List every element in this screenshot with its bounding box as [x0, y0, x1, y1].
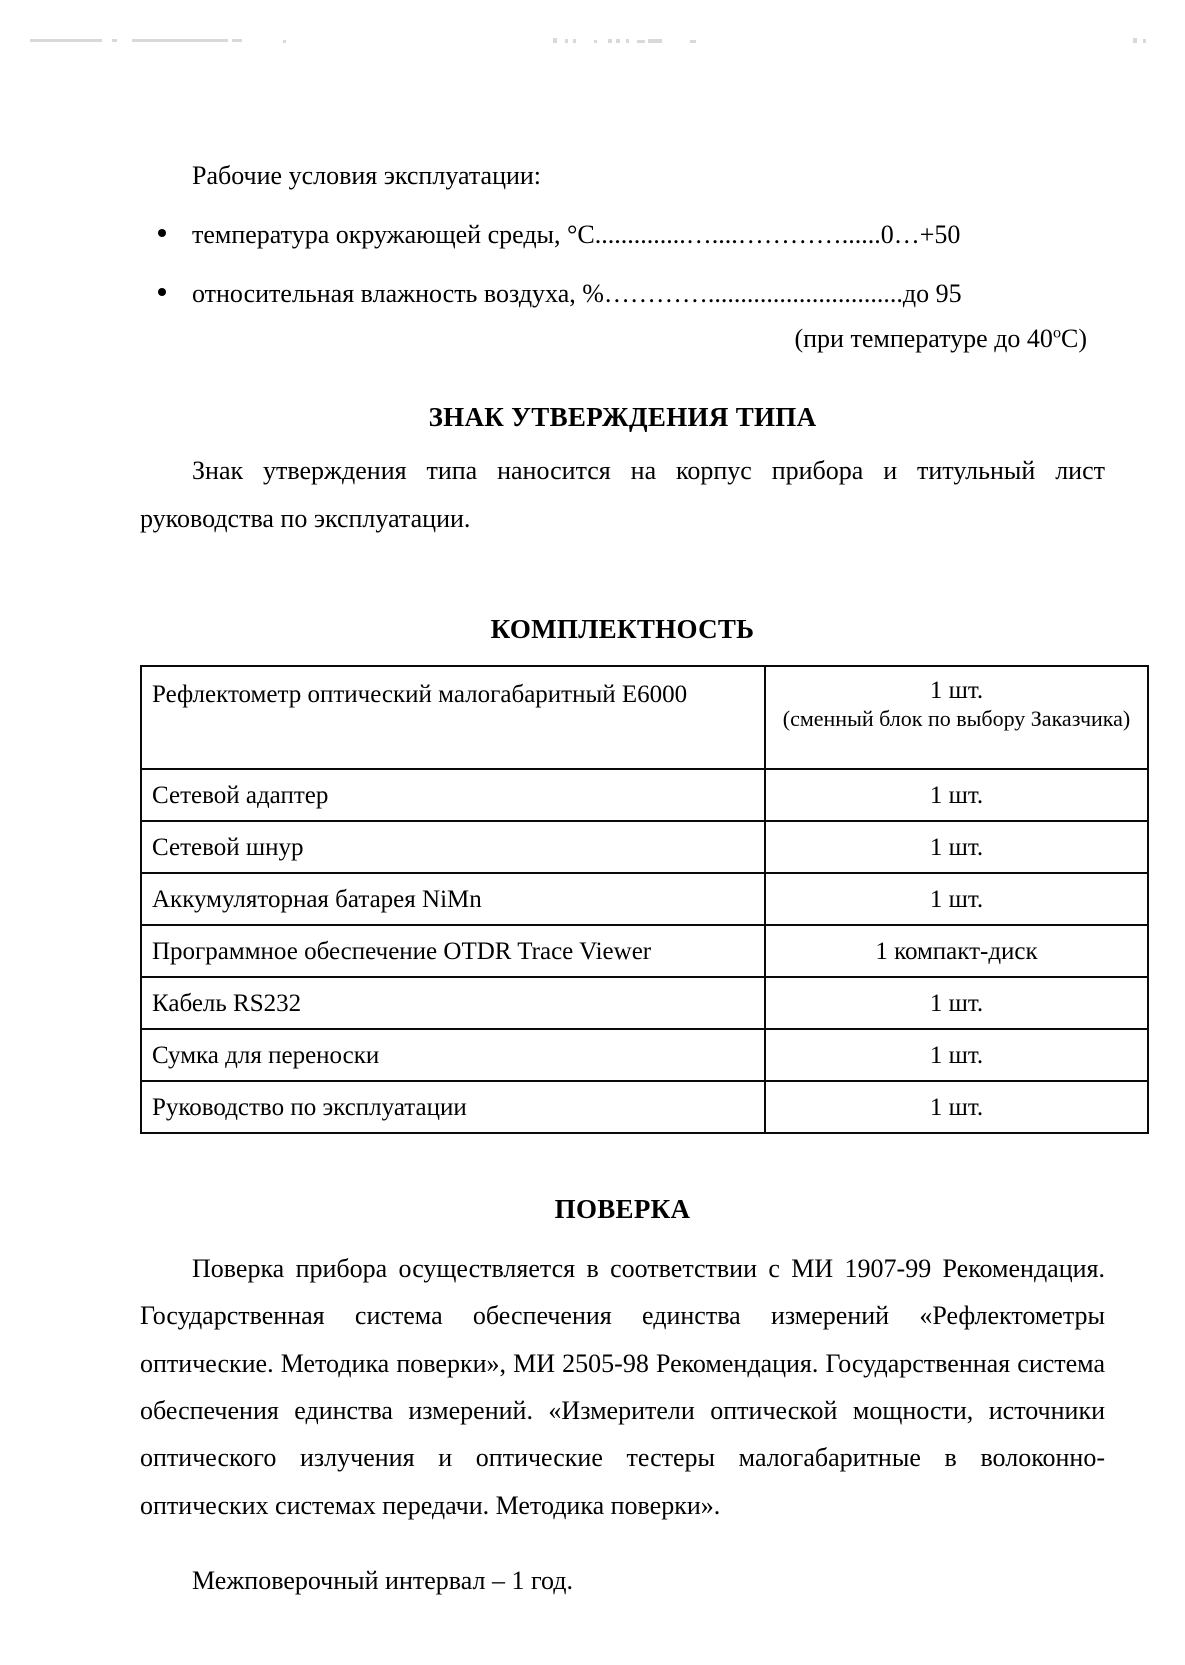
spec-temperature-leader: ..............…....…………...... — [594, 220, 881, 250]
table-cell-quantity — [765, 666, 1148, 769]
table-row — [141, 1081, 1148, 1133]
table-cell-quantity: 1 шт. — [765, 821, 1148, 873]
spec-humidity-value: до 95 — [902, 279, 962, 309]
section-heading-type-approval-mark: ЗНАК УТВЕРЖДЕНИЯ ТИПА — [428, 402, 817, 433]
humidity-note-prefix: (при температуре до 40 — [794, 324, 1053, 354]
list-item-temperature — [140, 217, 1105, 252]
table-cell-quantity: 1 шт. — [765, 769, 1148, 821]
table-cell-item-name: Аккумуляторная батарея NiMn — [141, 873, 765, 925]
section-heading-verification: ПОВЕРКА — [554, 1194, 691, 1224]
section-body-type-approval-mark: Знак утверждения типа наносится на корпус прибора и титульный лист руководства по эксплуатации. — [140, 456, 1105, 533]
quantity-note: (сменный блок по выбору Заказчика) — [782, 706, 1131, 731]
section-heading-completeness: КОМПЛЕКТНОСТЬ — [490, 614, 755, 644]
table-cell-item-name: Сетевой адаптер — [141, 769, 765, 821]
completeness-table — [140, 665, 1149, 1134]
table-cell-item-name: Программное обеспечение OTDR Trace Viewer — [141, 925, 765, 977]
table-row — [141, 666, 1148, 769]
operating-conditions-list — [140, 217, 1105, 311]
section-body-verification: Поверка прибора осуществляется в соответствии с МИ 1907-99 Рекомендация. Государственная система обеспечения единства измерений «Рефлектометры оптические. Методика поверки», МИ 2505-98 Рекомендация. Государственная система обеспечения единства измерений. «Измерители оптической мощности, источники оптического излучения и оптические тестеры малогабаритные в волоконно-оптических системах передачи. Методика поверки». — [140, 1254, 1105, 1520]
spec-temperature-text: температура окружающей среды, °С — [192, 220, 595, 250]
table-row — [141, 1029, 1148, 1081]
spec-humidity-leader: ………….............................. — [603, 279, 903, 309]
bullet-icon — [158, 229, 166, 237]
table-cell-item-name: Рефлектометр оптический малогабаритный E6000 — [141, 666, 765, 769]
document-content — [140, 0, 1131, 1604]
table-cell-item-name: Сумка для переноски — [141, 1029, 765, 1081]
table-row — [141, 925, 1148, 977]
verification-interval-text: Межповерочный интервал – 1 год. — [192, 1565, 573, 1595]
list-item-humidity — [140, 276, 1105, 311]
table-cell-quantity: 1 шт. — [765, 873, 1148, 925]
table-row — [141, 821, 1148, 873]
table-row — [141, 873, 1148, 925]
humidity-note-suffix: С) — [1061, 324, 1087, 354]
table-cell-quantity: 1 шт. — [765, 1029, 1148, 1081]
table-cell-quantity: 1 компакт-диск — [765, 925, 1148, 977]
spec-temperature-value: 0…+50 — [880, 220, 961, 250]
table-cell-quantity: 1 шт. — [765, 977, 1148, 1029]
degree-symbol: о — [1052, 324, 1061, 342]
table-row — [141, 769, 1148, 821]
table-row — [141, 977, 1148, 1029]
table-cell-item-name: Кабель RS232 — [141, 977, 765, 1029]
quantity-value: 1 шт. — [929, 677, 984, 704]
humidity-temperature-note — [140, 321, 1105, 356]
table-cell-item-name: Сетевой шнур — [141, 821, 765, 873]
table-cell-item-name: Руководство по эксплуатации — [141, 1081, 765, 1133]
operating-conditions-label: Рабочие условия эксплуатации: — [192, 161, 542, 190]
table-cell-quantity: 1 шт. — [765, 1081, 1148, 1133]
bullet-icon — [158, 288, 166, 296]
spec-humidity-text: относительная влажность воздуха, % — [192, 279, 604, 309]
